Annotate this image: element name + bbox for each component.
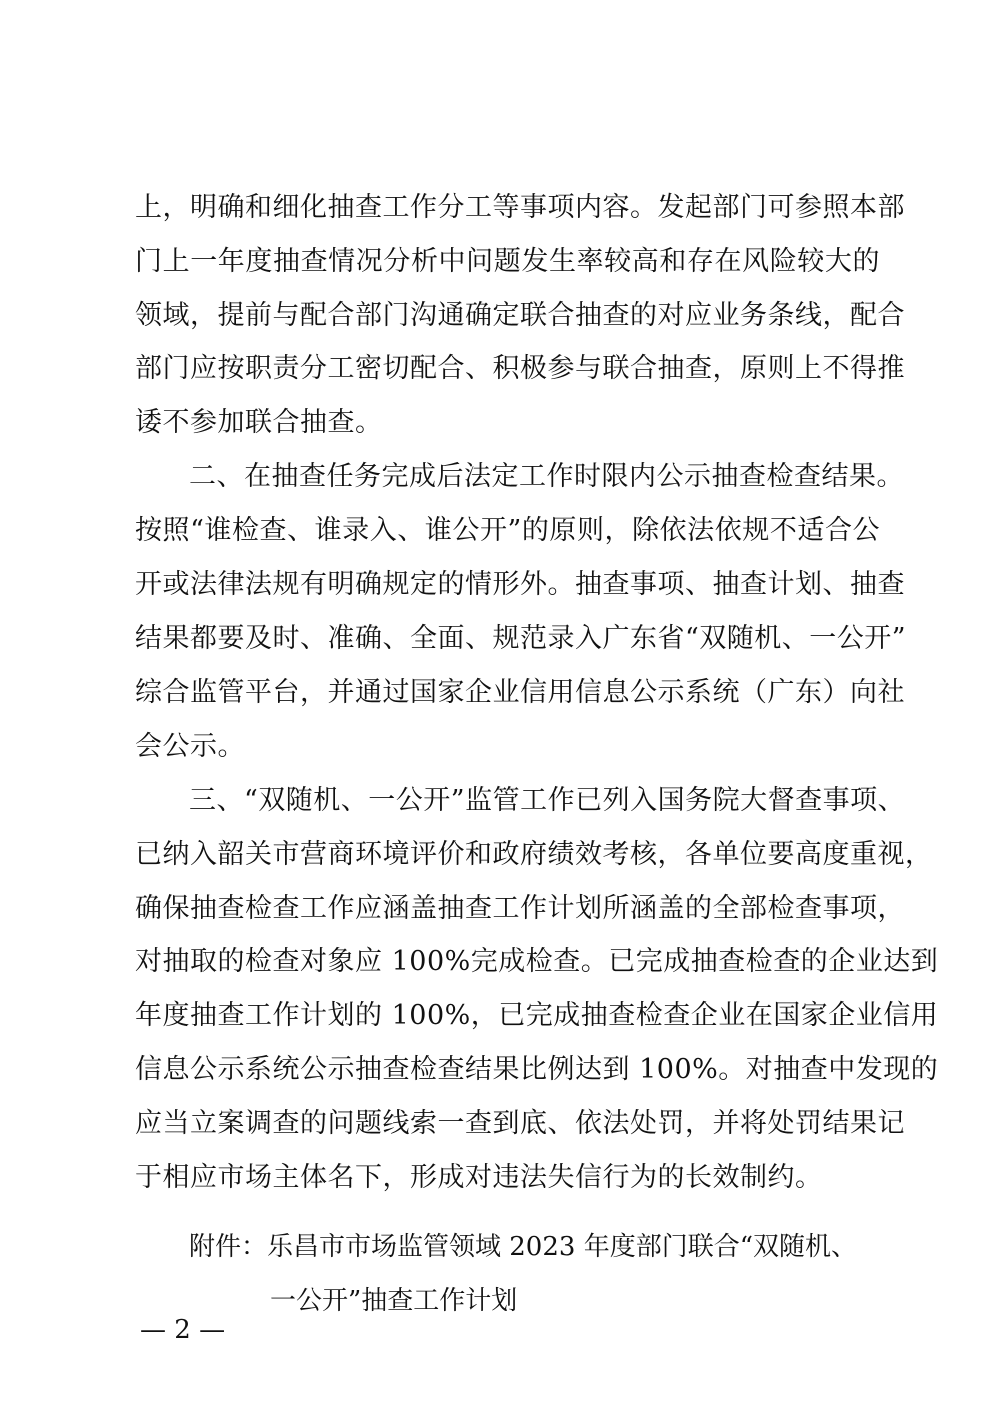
paragraph-line: 已纳入韶关市营商环境评价和政府绩效考核，各单位要高度重视， — [135, 839, 933, 870]
paragraph-line: 于相应市场主体名下，形成对违法失信行为的长效制约。 — [135, 1162, 823, 1193]
page-number: — 2 — — [140, 1315, 226, 1345]
paragraph-line: 上，明确和细化抽查工作分工等事项内容。发起部门可参照本部 — [135, 192, 905, 223]
paragraph-line: 按照“谁检查、谁录入、谁公开”的原则，除依法依规不适合公 — [135, 515, 880, 546]
paragraph-line: 信息公示系统公示抽查检查结果比例达到 100%。对抽查中发现的 — [135, 1054, 939, 1085]
paragraph-line: 诿不参加联合抽查。 — [135, 407, 383, 438]
paragraph-line: 部门应按职责分工密切配合、积极参与联合抽查，原则上不得推 — [135, 353, 905, 384]
paragraph-line: 开或法律法规有明确规定的情形外。抽查事项、抽查计划、抽查 — [135, 569, 905, 600]
paragraph-line: 结果都要及时、准确、全面、规范录入广东省“双随机、一公开” — [135, 623, 907, 654]
paragraph-line: 门上一年度抽查情况分析中问题发生率较高和存在风险较大的 — [135, 246, 880, 277]
paragraph-line: 三、“双随机、一公开”监管工作已列入国务院大督查事项、 — [189, 785, 906, 816]
paragraph-line: 确保抽查检查工作应涵盖抽查工作计划所涵盖的全部检查事项， — [135, 893, 905, 924]
paragraph-line: 年度抽查工作计划的 100%，已完成抽查检查企业在国家企业信用 — [135, 1000, 939, 1031]
paragraph-line: 对抽取的检查对象应 100%完成检查。已完成抽查检查的企业达到 — [135, 946, 939, 977]
paragraph-line: 领域，提前与配合部门沟通确定联合抽查的对应业务条线，配合 — [135, 300, 905, 331]
paragraph-line: 应当立案调查的问题线索一查到底、依法处罚，并将处罚结果记 — [135, 1108, 905, 1139]
paragraph-line: 二、在抽查任务完成后法定工作时限内公示抽查检查结果。 — [189, 461, 904, 492]
attachment-line-2: 一公开”抽查工作计划 — [270, 1286, 518, 1316]
attachment-line-1: 附件：乐昌市市场监管领域 2023 年度部门联合“双随机、 — [189, 1232, 857, 1262]
paragraph-line: 综合监管平台，并通过国家企业信用信息公示系统（广东）向社 — [135, 677, 905, 708]
paragraph-line: 会公示。 — [135, 731, 245, 762]
